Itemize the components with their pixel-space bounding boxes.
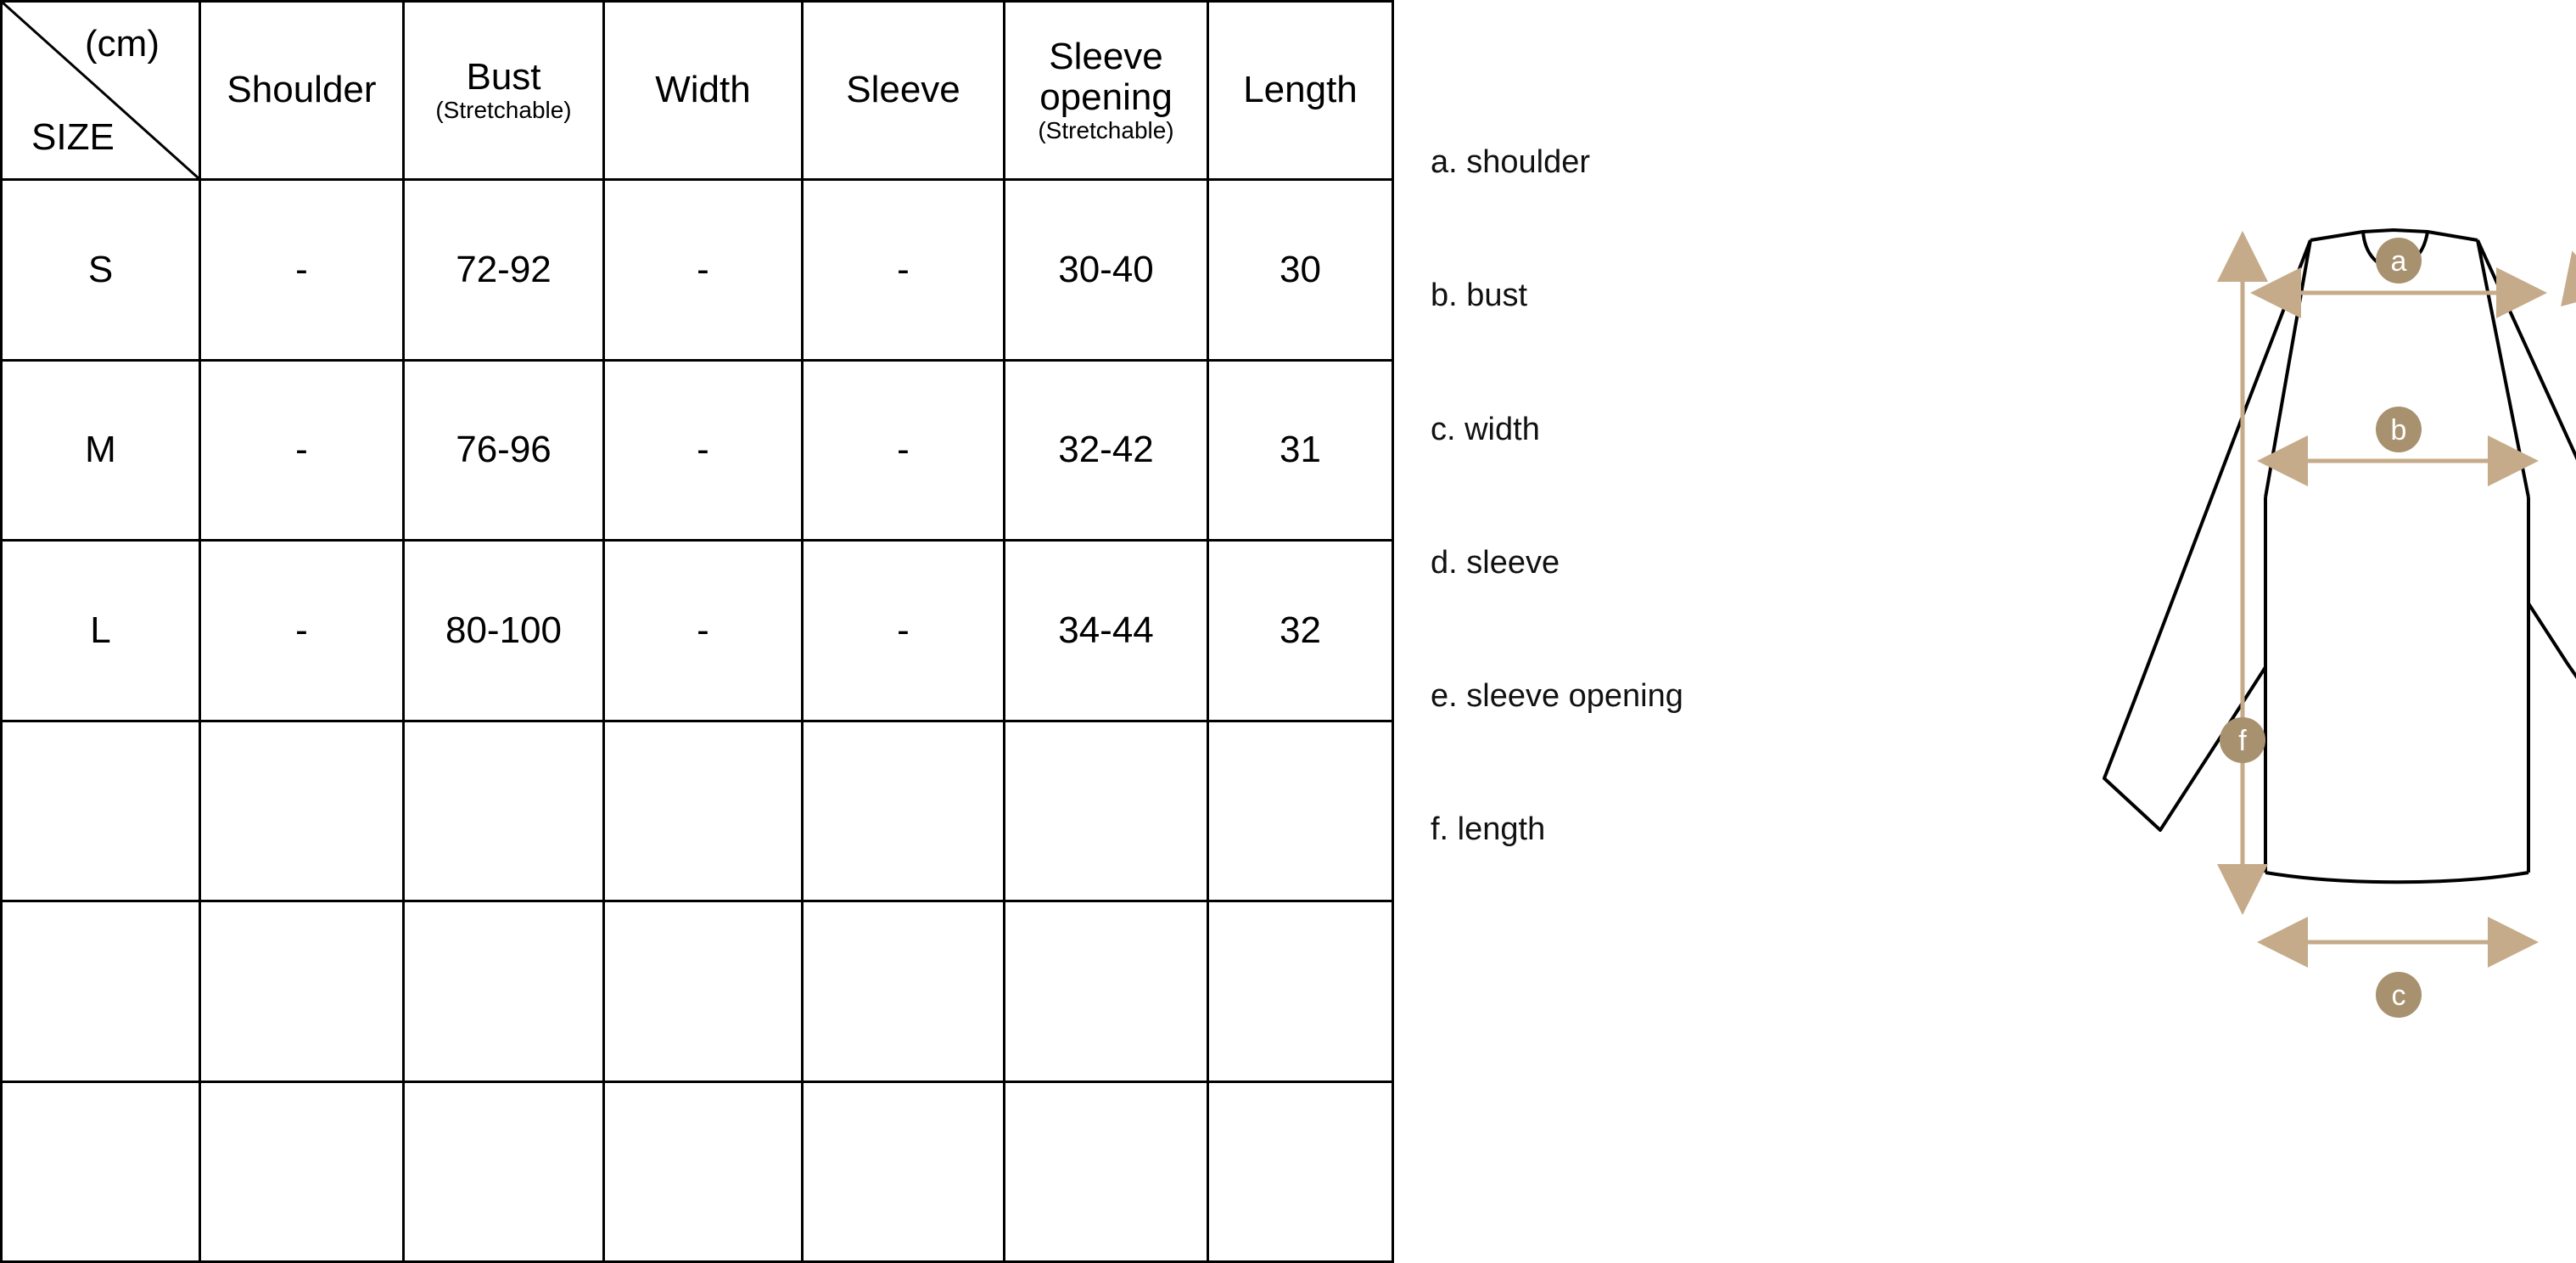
cell-size: S	[2, 180, 200, 361]
cell-sleeve	[803, 1081, 1005, 1262]
cell-size: L	[2, 541, 200, 721]
legend-item-c: c. width	[1431, 411, 1540, 447]
cell-length: 30	[1208, 180, 1393, 361]
unit-label: (cm)	[85, 23, 160, 65]
legend-item-b: b. bust	[1431, 278, 1528, 314]
cell-size	[2, 721, 200, 901]
cell-sleeve-opening: 32-42	[1005, 360, 1208, 541]
marker-c-label: c	[2391, 980, 2406, 1012]
cell-shoulder	[200, 901, 404, 1082]
marker-f	[2220, 717, 2265, 763]
column-header-shoulder: Shoulder	[200, 2, 404, 180]
legend-item-f: f. length	[1431, 811, 1546, 848]
cell-bust	[404, 901, 604, 1082]
cell-width	[604, 901, 803, 1082]
cell-bust	[404, 721, 604, 901]
cell-width: -	[604, 180, 803, 361]
table-corner-cell	[2, 2, 200, 180]
cell-sleeve: -	[803, 541, 1005, 721]
table-row	[2, 721, 1393, 901]
marker-b	[2376, 407, 2422, 452]
cell-shoulder: -	[200, 541, 404, 721]
legend-item-d: d. sleeve	[1431, 544, 1560, 581]
cell-length	[1208, 721, 1393, 901]
marker-f-label: f	[2238, 725, 2247, 757]
cell-sleeve	[803, 901, 1005, 1082]
cell-shoulder: -	[200, 360, 404, 541]
table-row	[2, 1081, 1393, 1262]
cell-width	[604, 721, 803, 901]
marker-c	[2376, 972, 2422, 1018]
column-header-width: Width	[604, 2, 803, 180]
cell-shoulder	[200, 721, 404, 901]
cell-size	[2, 901, 200, 1082]
cell-width	[604, 1081, 803, 1262]
cell-length: 32	[1208, 541, 1393, 721]
cell-sleeve-opening	[1005, 1081, 1208, 1262]
cell-length: 31	[1208, 360, 1393, 541]
cell-bust: 76-96	[404, 360, 604, 541]
sweater-outline	[2104, 230, 2576, 882]
cell-sleeve-opening	[1005, 901, 1208, 1082]
marker-a	[2376, 238, 2422, 283]
cell-sleeve: -	[803, 180, 1005, 361]
legend-item-e: e. sleeve opening	[1431, 678, 1683, 715]
table-row	[2, 901, 1393, 1082]
cell-width: -	[604, 541, 803, 721]
column-header-bust: Bust (Stretchable)	[404, 2, 604, 180]
cell-bust: 72-92	[404, 180, 604, 361]
cell-shoulder: -	[200, 180, 404, 361]
cell-sleeve	[803, 721, 1005, 901]
legend-item-a: a. shoulder	[1431, 143, 1591, 180]
cell-sleeve-opening	[1005, 721, 1208, 901]
marker-b-label: b	[2390, 414, 2407, 446]
cell-width: -	[604, 360, 803, 541]
garment-illustration-panel	[1392, 0, 2576, 1263]
cell-sleeve: -	[803, 360, 1005, 541]
sweater-diagram	[1392, 0, 2576, 1263]
marker-a-label: a	[2390, 245, 2407, 278]
column-header-sleeve-opening: Sleeve opening (Stretchable)	[1005, 2, 1208, 180]
cell-length	[1208, 901, 1393, 1082]
cell-shoulder	[200, 1081, 404, 1262]
table-header-row	[2, 2, 1393, 180]
cell-length	[1208, 1081, 1393, 1262]
size-label: SIZE	[31, 115, 115, 158]
table-row	[2, 180, 1393, 361]
cell-sleeve-opening: 34-44	[1005, 541, 1208, 721]
cell-sleeve-opening: 30-40	[1005, 180, 1208, 361]
cell-bust: 80-100	[404, 541, 604, 721]
column-header-length: Length	[1208, 2, 1393, 180]
cell-size	[2, 1081, 200, 1262]
cell-size: M	[2, 360, 200, 541]
table-row	[2, 541, 1393, 721]
table-row	[2, 360, 1393, 541]
cell-bust	[404, 1081, 604, 1262]
column-header-sleeve: Sleeve	[803, 2, 1005, 180]
